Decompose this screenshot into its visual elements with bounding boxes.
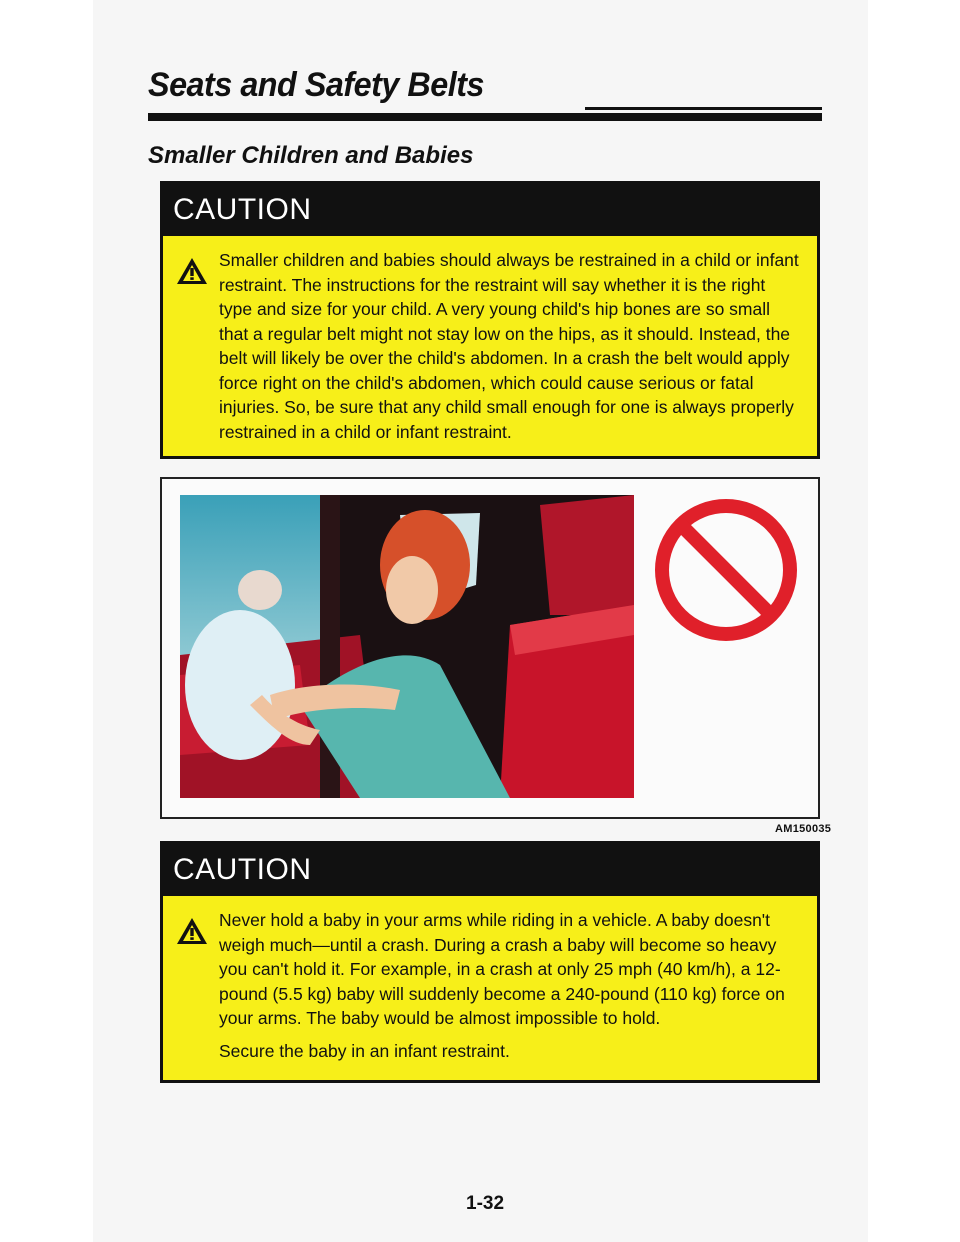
- page-number: 1-32: [466, 1193, 505, 1214]
- header-rule-thin: [585, 107, 822, 110]
- caution-body: [163, 236, 817, 454]
- section-title: Seats and Safety Belts: [148, 66, 485, 104]
- caution-text-secondary: Secure the baby in an infant restraint.: [219, 1040, 510, 1061]
- subsection-title: Smaller Children and Babies: [148, 142, 474, 169]
- header-rule: [148, 113, 822, 121]
- warning-triangle-icon: [175, 916, 209, 946]
- woman-holding-baby-illustration: [180, 495, 634, 798]
- caution-box-2: [160, 841, 820, 1083]
- caution-text: Smaller children and babies should always be restrained in a child or infant restraint. The instructions for the restraint will say whether it is the right type and size for your child. A very young child's hip bones are so small that a regular belt might not stay low on the hips, as it should. Instead, the belt will likely be over the child's abdomen. In a crash the belt would apply force right on the child's abdomen, which could cause serious or fatal injuries. So, be sure that any child small enough for one is always properly restrained in a child or infant restraint.: [219, 250, 799, 442]
- caution-body: [163, 896, 817, 1073]
- caution-label: CAUTION: [163, 844, 817, 896]
- no-symbol-icon: [652, 496, 800, 644]
- figure-code: AM150035: [775, 823, 832, 835]
- caution-text: Never hold a baby in your arms while riding in a vehicle. A baby doesn't weigh much—until a crash. During a crash a baby will become so heavy you can't hold it. For example, in a crash at only 25 mph (40 km/h), a 12-pound (5.5 kg) baby will suddenly become a 240-pound (110 kg) force on your arms. The baby would be almost impossible to hold.: [219, 910, 785, 1028]
- caution-label: CAUTION: [163, 184, 817, 236]
- caution-box-1: [160, 181, 820, 459]
- warning-triangle-icon: [175, 256, 209, 286]
